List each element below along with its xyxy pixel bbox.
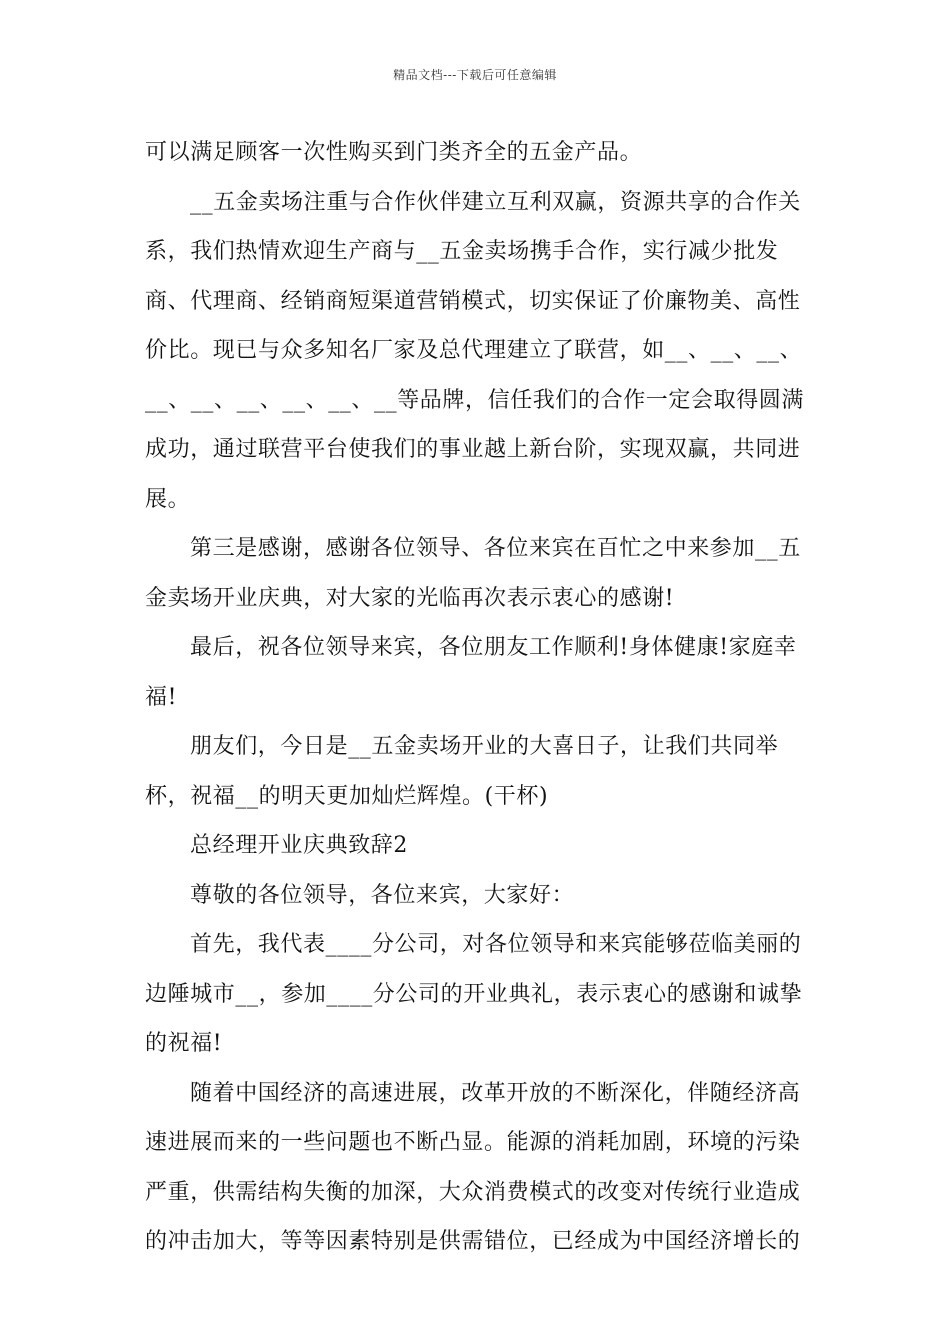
salutation: 尊敬的各位领导，各位来宾，大家好： [190,882,575,908]
paragraph: 朋友们，今日是__五金卖场开业的大喜日子，让我们共同举杯，祝福__的明天更加灿烂辉煌。(干杯) [145,734,779,809]
paragraph: 最后，祝各位领导来宾，各位朋友工作顺利!身体健康!家庭幸福! [145,635,797,710]
paragraph: 第三是感谢，感谢各位领导、各位来宾在百忙之中来参加__五金卖场开业庆典，对大家的光临再次表示衷心的感谢! [145,536,801,611]
page-header: 精品文档---下载后可任意编辑 [393,68,557,82]
paragraph: 随着中国经济的高速进展，改革开放的不断深化，伴随经济高速进展而来的一些问题也不断凸显。能源的消耗加剧，环境的污染严重，供需结构失衡的加深，大众消费模式的改变对传统行业造成的冲击加大，等等因素特别是供需错位，已经成为中国经济增长的 [145,1080,801,1254]
paragraph: 首先，我代表____分公司，对各位领导和来宾能够莅临美丽的边陲城市__，参加____分公司的开业典礼，表示衷心的感谢和诚挚的祝福! [145,932,803,1056]
paragraph: __五金卖场注重与合作伙伴建立互利双赢，资源共享的合作关系，我们热情欢迎生产商与__五金卖场携手合作，实行减少批发商、代理商、经销商短渠道营销模式，切实保证了价廉物美、高性价比。现已与众多知名厂家及总代理建立了联营，如__、__、__、__、__、__、__、__、__等品牌，信任我们的合作一定会取得圆满成功，通过联营平台使我们的事业越上新台阶，实现双赢，共同进展。 [145,189,805,512]
paragraph: 可以满足顾客一次性购买到门类齐全的五金产品。 [145,140,643,165]
document-body [145,128,813,1267]
section-heading: 总经理开业庆典致辞2 [190,833,408,858]
